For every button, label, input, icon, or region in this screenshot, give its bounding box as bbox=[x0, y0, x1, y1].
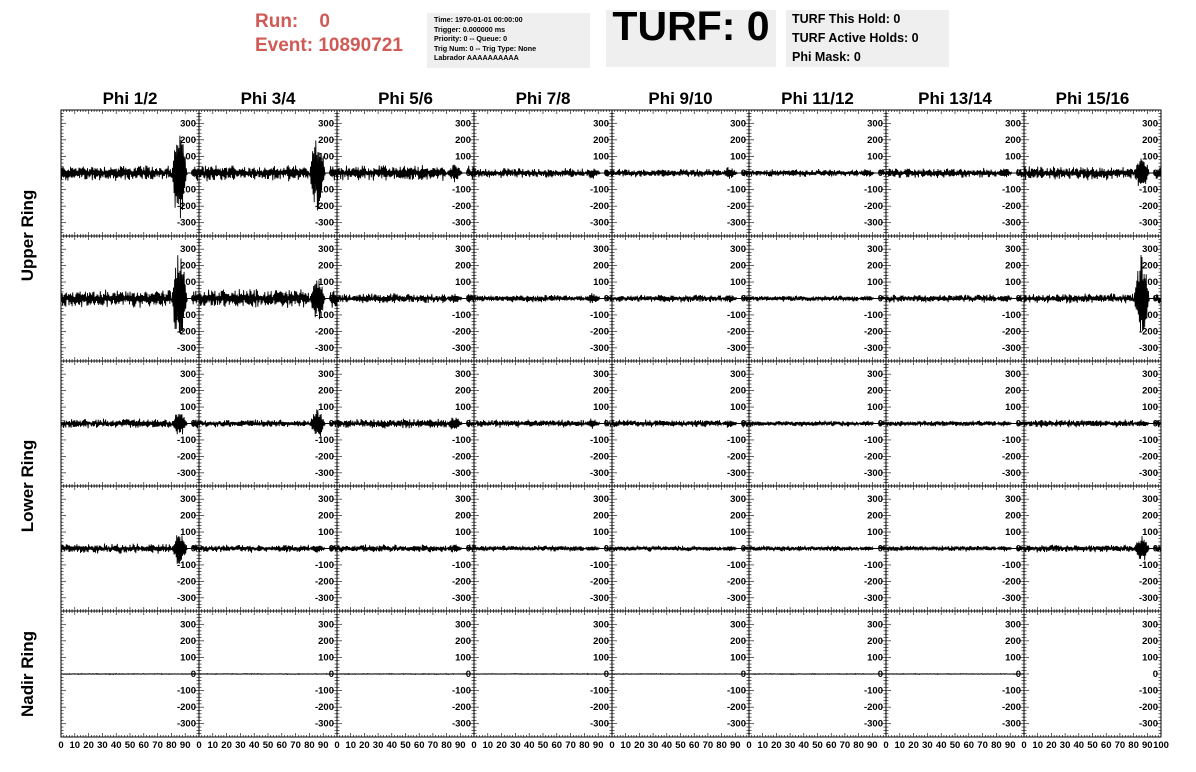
y-tick-label: -100 bbox=[726, 434, 746, 446]
y-tick-label: -100 bbox=[863, 309, 883, 321]
y-tick-label: 100 bbox=[593, 402, 609, 414]
waveform-series bbox=[337, 293, 474, 303]
y-tick-label: -300 bbox=[1138, 217, 1158, 229]
y-tick-label: 0 bbox=[328, 293, 334, 305]
y-tick-label: 0 bbox=[190, 418, 196, 430]
y-tick-label: 200 bbox=[318, 385, 334, 397]
y-tick-label: 0 bbox=[603, 293, 609, 305]
column-title: Phi 7/8 bbox=[515, 89, 571, 108]
waveform-series bbox=[61, 414, 199, 434]
run-value: 0 bbox=[319, 11, 330, 32]
y-tick-label: 300 bbox=[593, 244, 609, 256]
y-tick-label: -300 bbox=[1001, 342, 1021, 354]
turf-active-holds: TURF Active Holds: 0 bbox=[792, 31, 919, 45]
waveform-series bbox=[886, 294, 1024, 302]
y-tick-label: 200 bbox=[593, 385, 609, 397]
column-title: Phi 9/10 bbox=[648, 89, 713, 108]
y-tick-label: -300 bbox=[726, 342, 746, 354]
y-tick-label: -300 bbox=[314, 342, 334, 354]
y-tick-label: -300 bbox=[726, 217, 746, 229]
waveform-series bbox=[1024, 255, 1161, 332]
row-title: Upper Ring bbox=[18, 189, 37, 282]
y-tick-label: 300 bbox=[867, 118, 883, 130]
y-tick-label: 0 bbox=[1152, 418, 1158, 430]
y-tick-label: 100 bbox=[867, 151, 883, 163]
turf-this-hold: TURF This Hold: 0 bbox=[792, 12, 901, 26]
y-tick-label: 300 bbox=[867, 244, 883, 256]
y-tick-label: 0 bbox=[190, 293, 196, 305]
y-tick-label: -300 bbox=[863, 467, 883, 479]
y-tick-label: 100 bbox=[180, 277, 196, 289]
y-tick-label: -100 bbox=[589, 434, 609, 446]
y-tick-label: -200 bbox=[1001, 451, 1021, 463]
y-tick-label: 300 bbox=[318, 244, 334, 256]
y-tick-label: -100 bbox=[451, 434, 471, 446]
y-tick-label: 300 bbox=[1005, 118, 1021, 130]
y-tick-label: 300 bbox=[730, 369, 746, 381]
column-title: Phi 5/6 bbox=[378, 89, 433, 108]
y-tick-label: 100 bbox=[867, 402, 883, 414]
y-tick-label: 300 bbox=[1142, 244, 1158, 256]
y-tick-label: -300 bbox=[314, 217, 334, 229]
column-title: Phi 15/16 bbox=[1055, 89, 1130, 108]
y-tick-label: -100 bbox=[314, 309, 334, 321]
y-tick-label: -300 bbox=[314, 592, 334, 604]
y-tick-label: 300 bbox=[1005, 244, 1021, 256]
waveform-series bbox=[199, 281, 337, 320]
y-tick-label: -200 bbox=[726, 326, 746, 338]
y-tick-label: -100 bbox=[314, 559, 334, 571]
y-tick-label: -300 bbox=[451, 342, 471, 354]
waveform-series bbox=[749, 421, 886, 427]
y-tick-label: -200 bbox=[314, 576, 334, 588]
y-tick-label: 100 bbox=[318, 277, 334, 289]
y-tick-label: -200 bbox=[863, 201, 883, 213]
y-tick-label: -300 bbox=[1138, 467, 1158, 479]
y-tick-label: 200 bbox=[1005, 260, 1021, 272]
y-tick-label: 300 bbox=[318, 494, 334, 506]
y-tick-label: -100 bbox=[451, 184, 471, 196]
column-title: Phi 11/12 bbox=[781, 89, 854, 108]
y-tick-label: -300 bbox=[176, 592, 196, 604]
y-tick-label: -200 bbox=[176, 326, 196, 338]
y-tick-label: -300 bbox=[1138, 342, 1158, 354]
waveform-series bbox=[1024, 420, 1161, 428]
y-tick-label: -200 bbox=[863, 326, 883, 338]
y-tick-label: 300 bbox=[593, 369, 609, 381]
y-tick-label: -200 bbox=[451, 201, 471, 213]
y-tick-label: 100 bbox=[1005, 402, 1021, 414]
row-title: Lower Ring bbox=[18, 439, 37, 533]
y-tick-label: 0 bbox=[465, 418, 471, 430]
event-label: Event: bbox=[255, 35, 314, 56]
y-tick-label: 100 bbox=[455, 277, 471, 289]
y-tick-label: 0 bbox=[1152, 293, 1158, 305]
y-tick-label: -100 bbox=[176, 184, 196, 196]
waveform-series bbox=[886, 168, 1024, 178]
y-tick-label: 100 bbox=[1142, 151, 1158, 163]
y-tick-label: -100 bbox=[863, 434, 883, 446]
y-tick-label: 100 bbox=[318, 151, 334, 163]
y-tick-label: 200 bbox=[455, 260, 471, 272]
y-tick-label: 0 bbox=[740, 293, 746, 305]
y-tick-label: -300 bbox=[726, 467, 746, 479]
y-tick-label: 0 bbox=[190, 543, 196, 555]
y-tick-label: 200 bbox=[455, 134, 471, 146]
y-tick-label: 300 bbox=[1005, 369, 1021, 381]
y-tick-label: -200 bbox=[1138, 201, 1158, 213]
y-tick-label: 100 bbox=[593, 151, 609, 163]
y-tick-label: -300 bbox=[451, 467, 471, 479]
y-tick-label: -300 bbox=[1001, 467, 1021, 479]
y-tick-label: -300 bbox=[176, 217, 196, 229]
row-title: Nadir Ring bbox=[18, 631, 37, 717]
y-tick-label: 100 bbox=[455, 402, 471, 414]
waveform-series bbox=[612, 420, 749, 428]
y-tick-label: 100 bbox=[318, 402, 334, 414]
run-label: Run: bbox=[255, 11, 299, 32]
y-tick-label: -200 bbox=[589, 451, 609, 463]
y-tick-label: 0 bbox=[328, 168, 334, 179]
y-tick-label: 200 bbox=[180, 510, 196, 522]
y-tick-label: -100 bbox=[314, 434, 334, 446]
y-tick-label: 300 bbox=[1142, 118, 1158, 130]
y-tick-label: -200 bbox=[1138, 451, 1158, 463]
y-tick-label: -100 bbox=[314, 184, 334, 196]
y-tick-label: -300 bbox=[176, 342, 196, 354]
y-tick-label: 300 bbox=[318, 369, 334, 381]
y-tick-label: -200 bbox=[589, 201, 609, 213]
y-tick-label: 300 bbox=[730, 244, 746, 256]
y-tick-label: 100 bbox=[180, 527, 196, 539]
waveform-series bbox=[474, 293, 612, 303]
y-tick-label: 0 bbox=[1015, 293, 1021, 305]
y-tick-label: 100 bbox=[867, 277, 883, 289]
y-tick-label: -300 bbox=[863, 217, 883, 229]
column-title: Phi 3/4 bbox=[240, 89, 296, 108]
y-tick-label: 100 bbox=[1142, 277, 1158, 289]
column-title: Phi 1/2 bbox=[102, 89, 158, 108]
y-tick-label: -100 bbox=[863, 184, 883, 196]
waveform-series bbox=[61, 535, 199, 564]
y-tick-label: -200 bbox=[1138, 326, 1158, 338]
waveform-series bbox=[612, 167, 749, 179]
y-tick-label: -300 bbox=[589, 217, 609, 229]
y-tick-label: 100 bbox=[730, 277, 746, 289]
y-tick-label: 200 bbox=[318, 510, 334, 522]
y-tick-label: -200 bbox=[176, 451, 196, 463]
y-tick-label: 200 bbox=[1142, 134, 1158, 146]
y-tick-label: 100 bbox=[1142, 402, 1158, 414]
y-tick-label: 300 bbox=[730, 118, 746, 130]
y-tick-label: 0 bbox=[603, 168, 609, 179]
y-tick-label: -200 bbox=[726, 451, 746, 463]
y-tick-label: 200 bbox=[455, 385, 471, 397]
y-tick-label: -300 bbox=[314, 467, 334, 479]
y-tick-label: 200 bbox=[318, 134, 334, 146]
y-tick-label: 0 bbox=[465, 293, 471, 305]
y-tick-label: 200 bbox=[867, 134, 883, 146]
y-tick-label: 300 bbox=[180, 369, 196, 381]
y-tick-label: 200 bbox=[1005, 134, 1021, 146]
y-tick-label: 200 bbox=[180, 134, 196, 146]
y-tick-label: -100 bbox=[726, 184, 746, 196]
y-tick-label: -200 bbox=[726, 201, 746, 213]
y-tick-label: -200 bbox=[176, 201, 196, 213]
info-trigger: Trigger: 0.000000 ms bbox=[434, 24, 506, 34]
y-tick-label: -100 bbox=[1138, 434, 1158, 446]
y-tick-label: 300 bbox=[180, 118, 196, 130]
y-tick-label: 200 bbox=[318, 260, 334, 272]
waveform-series bbox=[199, 545, 337, 553]
waveform-series bbox=[886, 421, 1024, 427]
y-tick-label: -100 bbox=[176, 434, 196, 446]
info-priority: Priority: 0 -- Queue: 0 bbox=[434, 34, 508, 44]
y-tick-label: 200 bbox=[1142, 385, 1158, 397]
y-tick-label: -200 bbox=[451, 326, 471, 338]
y-tick-label: 200 bbox=[1005, 385, 1021, 397]
y-tick-label: 200 bbox=[180, 260, 196, 272]
y-tick-label: 0 bbox=[877, 293, 883, 305]
y-tick-label: 100 bbox=[730, 402, 746, 414]
y-tick-label: -200 bbox=[314, 451, 334, 463]
waveform-series bbox=[199, 409, 337, 436]
y-tick-label: -200 bbox=[176, 576, 196, 588]
y-tick-label: 300 bbox=[455, 118, 471, 130]
column-title: Phi 13/14 bbox=[918, 89, 992, 108]
y-tick-label: -300 bbox=[589, 467, 609, 479]
y-tick-label: -100 bbox=[1001, 184, 1021, 196]
y-tick-label: 200 bbox=[1142, 260, 1158, 272]
y-tick-label: 100 bbox=[180, 151, 196, 163]
y-tick-label: 200 bbox=[593, 134, 609, 146]
y-tick-label: 200 bbox=[730, 260, 746, 272]
info-labrador: Labrador AAAAAAAAAA bbox=[434, 53, 519, 63]
y-tick-label: 100 bbox=[318, 527, 334, 539]
y-tick-label: 0 bbox=[877, 168, 883, 179]
y-tick-label: -200 bbox=[589, 326, 609, 338]
waveform-series bbox=[1024, 158, 1161, 186]
y-tick-label: 0 bbox=[1152, 168, 1158, 179]
y-tick-label: 300 bbox=[1142, 369, 1158, 381]
y-tick-label: 0 bbox=[328, 418, 334, 430]
y-tick-label: 0 bbox=[740, 418, 746, 430]
y-tick-label: 0 bbox=[877, 418, 883, 430]
y-tick-label: 200 bbox=[867, 385, 883, 397]
y-tick-label: 200 bbox=[867, 260, 883, 272]
y-tick-label: 300 bbox=[180, 494, 196, 506]
y-tick-label: -100 bbox=[1138, 184, 1158, 196]
y-tick-label: 100 bbox=[180, 402, 196, 414]
waveform-series bbox=[337, 418, 474, 430]
waveform-series bbox=[474, 419, 612, 429]
y-tick-label: -300 bbox=[589, 342, 609, 354]
y-tick-label: 0 bbox=[328, 543, 334, 555]
y-tick-label: -100 bbox=[176, 309, 196, 321]
y-tick-label: -100 bbox=[1001, 434, 1021, 446]
y-tick-label: 300 bbox=[867, 369, 883, 381]
waveform-series bbox=[61, 255, 199, 334]
phi-mask: Phi Mask: 0 bbox=[792, 50, 861, 64]
waveform-series bbox=[612, 295, 749, 303]
y-tick-label: -100 bbox=[176, 559, 196, 571]
y-tick-label: -200 bbox=[451, 451, 471, 463]
y-tick-label: 200 bbox=[593, 260, 609, 272]
y-tick-label: 100 bbox=[1005, 277, 1021, 289]
y-tick-label: 0 bbox=[603, 418, 609, 430]
y-tick-label: -300 bbox=[863, 342, 883, 354]
y-tick-label: 300 bbox=[318, 118, 334, 130]
y-tick-label: 300 bbox=[455, 369, 471, 381]
y-tick-label: 0 bbox=[1015, 418, 1021, 430]
y-tick-label: -200 bbox=[1001, 201, 1021, 213]
y-tick-label: 0 bbox=[740, 168, 746, 179]
waveform-series bbox=[337, 165, 474, 183]
waveform-series bbox=[199, 141, 337, 211]
y-tick-label: -200 bbox=[314, 326, 334, 338]
waveform-series bbox=[749, 296, 886, 302]
event-value: 10890721 bbox=[318, 35, 403, 56]
y-tick-label: -200 bbox=[863, 451, 883, 463]
y-tick-label: 100 bbox=[455, 151, 471, 163]
y-tick-label: -100 bbox=[726, 309, 746, 321]
y-tick-label: 200 bbox=[730, 385, 746, 397]
y-tick-label: -300 bbox=[176, 467, 196, 479]
info-time: Time: 1970-01-01 00:00:00 bbox=[434, 15, 523, 24]
waveform-series bbox=[474, 168, 612, 179]
y-tick-label: 0 bbox=[1015, 168, 1021, 179]
info-trignum: Trig Num: 0 -- Trig Type: None bbox=[434, 43, 537, 53]
y-tick-label: 200 bbox=[180, 385, 196, 397]
y-tick-label: -200 bbox=[1001, 326, 1021, 338]
y-tick-label: -100 bbox=[589, 309, 609, 321]
y-tick-label: 100 bbox=[593, 277, 609, 289]
y-tick-label: 0 bbox=[190, 168, 196, 179]
y-tick-label: 300 bbox=[455, 244, 471, 256]
turf-label: TURF: 0 bbox=[612, 3, 770, 49]
waveform-series bbox=[749, 169, 886, 177]
y-tick-label: 100 bbox=[1005, 151, 1021, 163]
y-tick-label: -300 bbox=[451, 217, 471, 229]
y-tick-label: 300 bbox=[180, 244, 196, 256]
y-tick-label: 100 bbox=[730, 151, 746, 163]
y-tick-label: -100 bbox=[589, 184, 609, 196]
y-tick-label: 200 bbox=[730, 134, 746, 146]
y-tick-label: -300 bbox=[1001, 217, 1021, 229]
y-tick-label: -100 bbox=[1138, 309, 1158, 321]
y-tick-label: 0 bbox=[465, 168, 471, 179]
y-tick-label: -200 bbox=[314, 201, 334, 213]
y-tick-label: -100 bbox=[451, 309, 471, 321]
y-tick-label: 300 bbox=[593, 118, 609, 130]
y-tick-label: -100 bbox=[1001, 309, 1021, 321]
